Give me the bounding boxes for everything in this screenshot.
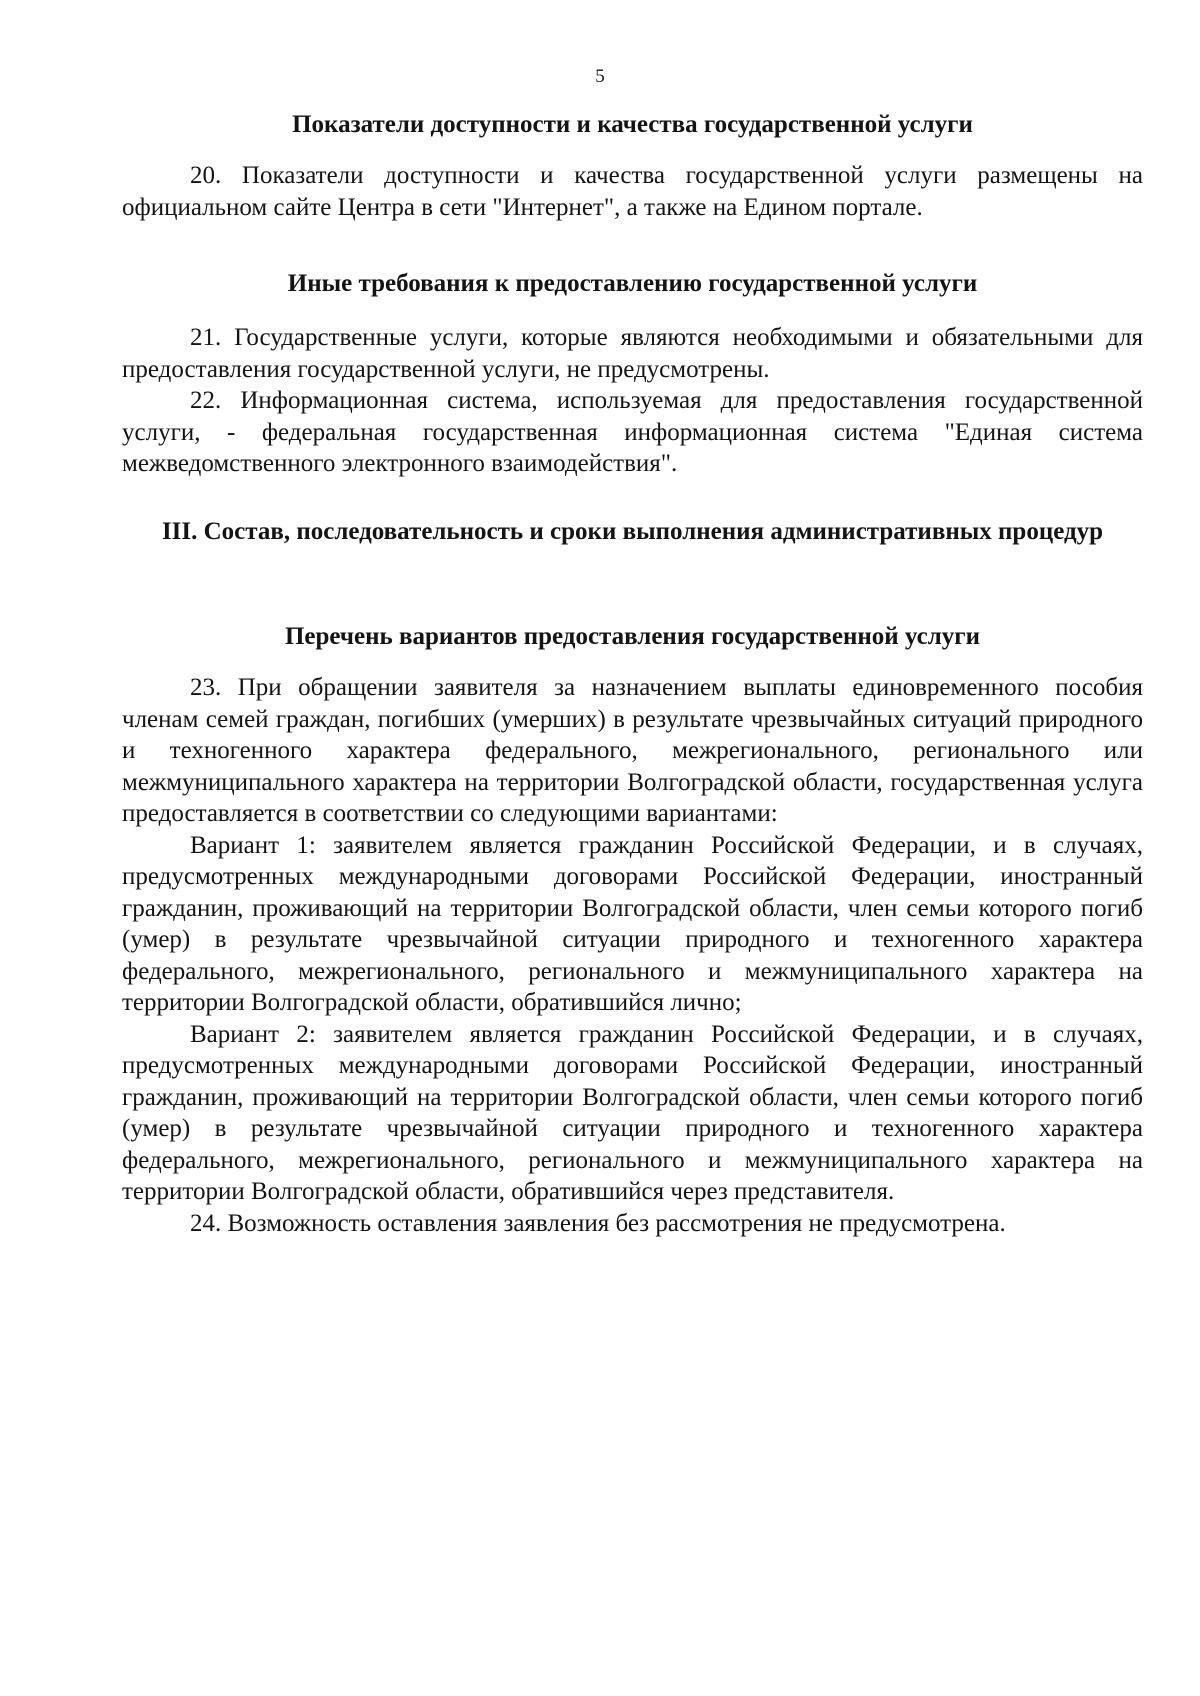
section-quality-body [122,160,1143,223]
paragraph-23: 23. При обращении заявителя за назначением выплаты единовременного пособия членам семей граждан, погибших (умерших) в результате чрезвычайных ситуаций природного и техногенного характера федерального, межрегионального, регионального или межмуниципального характера на территории Волгоградской области, государственная услуга предоставляется в соответствии со следующими вариантами: [122,674,1143,827]
section-variants-body [122,672,1143,1239]
paragraph-24: 24. Возможность оставления заявления без рассмотрения не предусмотрена. [190,1209,1006,1237]
paragraph-20: 20. Показатели доступности и качества государственной услуги размещены на официальном сайте Центра в сети "Интернет", а также на Едином портале. [122,162,1143,221]
heading-quality-indicators: Показатели доступности и качества государственной услуги [292,111,973,138]
variant-2: Вариант 2: заявителем является гражданин Российской Федерации, и в случаях, предусмотренных международными договорами Российской Федерации, иностранный гражданин, проживающий на территории Волгоградской области, член семьи которого погиб (умер) в результате чрезвычайной ситуации природного и техногенного характера федерального, межрегионального, регионального и межмуниципального характера на территории Волгоградской области, обратившийся через представителя. [122,1020,1143,1205]
variant-1: Вариант 1: заявителем является гражданин Российской Федерации, и в случаях, предусмотренных международными договорами Российской Федерации, иностранный гражданин, проживающий на территории Волгоградской области, член семьи которого погиб (умер) в результате чрезвычайной ситуации природного и техногенного характера федерального, межрегионального, регионального и межмуниципального характера на территории Волгоградской области, обратившийся лично; [122,831,1143,1016]
heading-section-iii: III. Состав, последовательность и сроки выполнения административных процедур [161,518,1104,545]
paragraph-21: 21. Государственные услуги, которые являются необходимыми и обязательными для предоставления государственной услуги, не предусмотрены. [122,324,1143,383]
section-other-body [122,322,1143,480]
heading-other-requirements: Иные требования к предоставлению государственной услуги [287,270,978,297]
page-number: 5 [595,66,605,87]
heading-variants-list: Перечень вариантов предоставления государственной услуги [284,623,981,650]
paragraph-22: 22. Информационная система, используемая для предоставления государственной услуги, - федеральная государственная информационная система "Единая система межведомственного электронного взаимодействия". [122,387,1143,477]
